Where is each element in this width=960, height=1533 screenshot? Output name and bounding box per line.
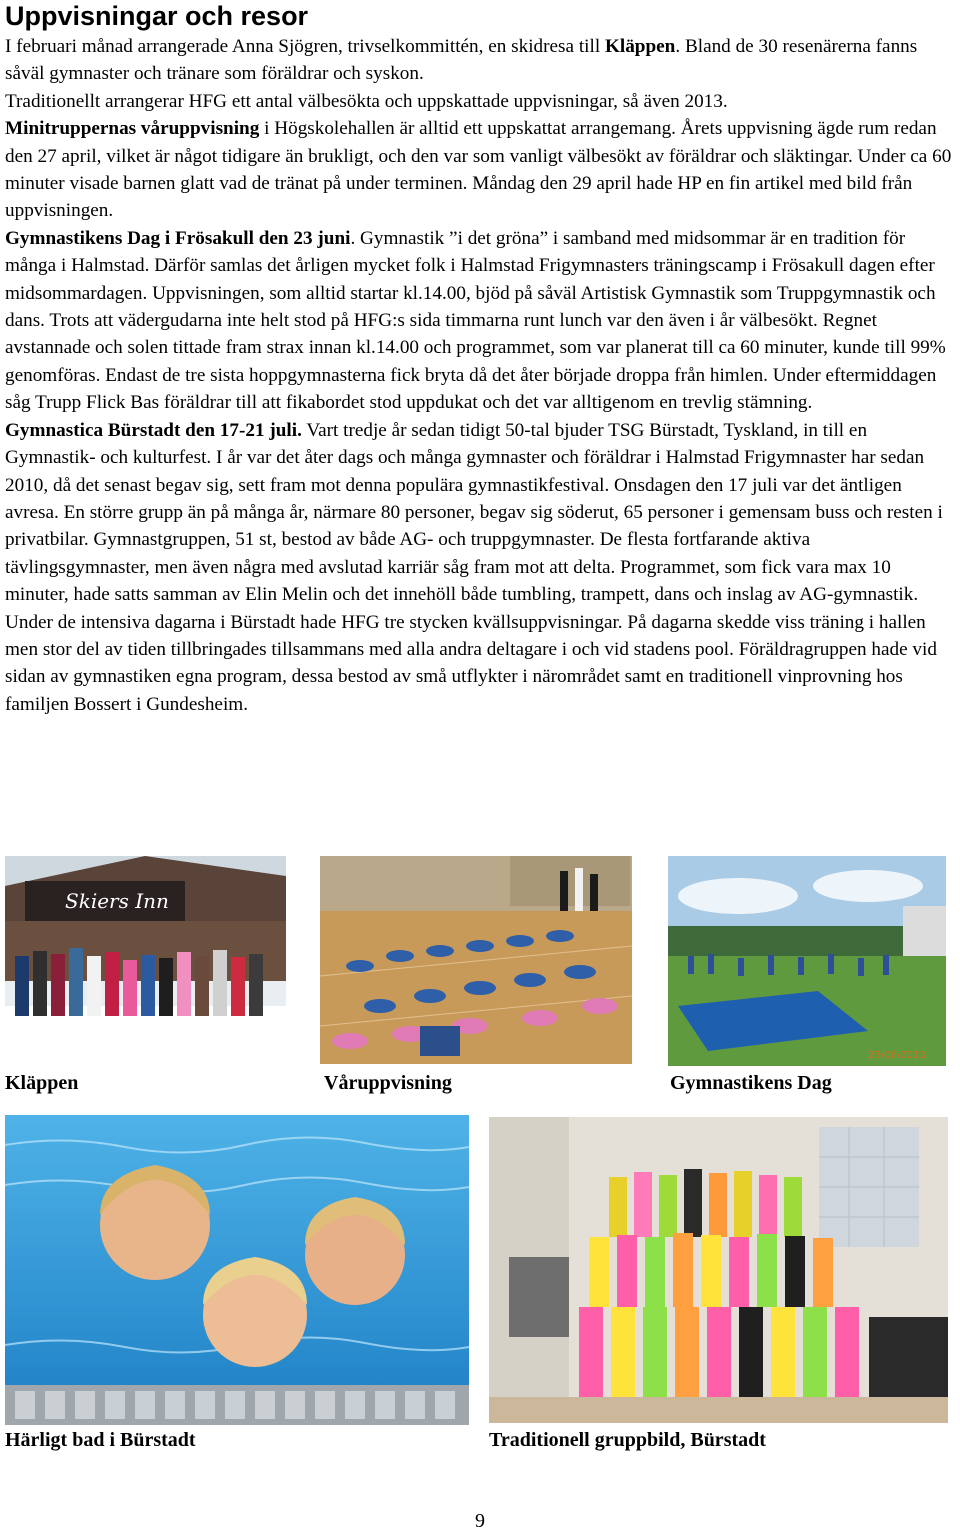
caption-gymnastikens-dag: Gymnastikens Dag xyxy=(670,1072,832,1094)
para-gymnastikens-dag: Gymnastikens Dag i Frösakull den 23 juni. Gymnastik ”i det gröna” i samband med midsommar är en tradition för många i Halmstad. Därför samlas det årligen mycket folk i Halmstad Frigymnasters träningscamp i Frösakull dagen efter midsommardagen. Uppvisningen, som alltid startar kl.14.00, bjöd på såväl Artistisk Gymnastik som Truppgymnastik och dans. Trots att vädergudarna inte helt stod på HFG:s sida timmarna runt lunch var den även i år välbesökt. Regnet avstannade och solen tittade fram strax innan kl.14.00 och programmet, som var planerat till ca 60 minuter, kunde till 99% genomföras. Endast de tre sista hoppgymnasterna fick bryta då det åter började droppa från himlen. Under eftermiddagen såg Trupp Flick Bas föräldrar till att fikabordet stod uppdukat och det var alltigenom en trevlig stämning. xyxy=(5,227,946,414)
caption-varuppvisning: Våruppvisning xyxy=(324,1072,452,1094)
photo-bad xyxy=(5,1115,469,1425)
photo-bad-image xyxy=(5,1115,469,1425)
para-traditions: Traditionellt arrangerar HFG ett antal välbesökta och uppskattade uppvisningar, så även 2013. xyxy=(5,90,728,112)
photo-gruppbild-image xyxy=(489,1117,948,1423)
para-gymnastica-burstadt: Gymnastica Bürstadt den 17-21 juli. Vart tredje år sedan tidigt 50-tal bjuder TSG Bürstadt, Tyskland, in till en Gymnastik- och kulturfest. I år var det åter dags och många gymnaster och föräldrar i Halmstad Frigymnaster har sedan 2010, då det senast begav sig, sett fram mot denna populära gymnastikfestival. Onsdagen den 17 juli var det äntligen avresa. En större grupp än på många år, närmare 80 personer, begav sig söderut, 65 personer i gemensam buss och resten i privatbilar. Gymnastgruppen, 51 st, bestod av både AG- och truppgymnaster. De flesta fortfarande aktiva tävlingsgymnaster, men även några med avslutad karriär såg fram mot att delta. Programmet, som fick vara max 10 minuter, hade satts samman av Elin Melin och det innehöll både tumbling, trampett, dans och inslag av AG-gymnastik. Under de intensiva dagarna i Bürstadt hade HFG tre stycken kvällsuppvisningar. På dagarna skedde viss träning i hallen men stor del av tiden tillbringades tillsammans med alla andra deltagare i och vid stadens pool. Föräldragruppen hade vid sidan av gymnastiken egna program, dessa bestod av små utflykter i närområdet samt en traditionell vinprovning hos familjen Bossert i Gundesheim. xyxy=(5,419,943,715)
page-number: 9 xyxy=(475,1510,485,1532)
klappen-sign: Skiers Inn xyxy=(65,889,169,913)
photo-gymnastikens-dag xyxy=(668,856,946,1066)
photo-varuppvisning xyxy=(320,856,632,1064)
caption-gruppbild: Traditionell gruppbild, Bürstadt xyxy=(489,1429,766,1451)
photo-varuppvisning-image xyxy=(320,856,632,1064)
caption-klappen: Kläppen xyxy=(5,1072,79,1094)
photo-gruppbild xyxy=(489,1117,948,1423)
para-varuppvisning: Minitruppernas våruppvisning i Högskolehallen är alltid ett uppskattat arrangemang. Årets uppvisning ägde rum redan den 27 april, vilket är något tidigare än brukligt, och den var som vanligt välbesökt av föräldrar och släktingar. Under ca 60 minuter visade barnen glatt vad de tränat på under terminen. Måndag den 29 april hade HP en fin artikel med bild från uppvisningen. xyxy=(5,118,952,222)
article-body xyxy=(5,33,957,718)
date-stamp: 23/06/2013 xyxy=(868,1050,926,1061)
photo-klappen-image xyxy=(5,856,286,1068)
photo-gymnastikens-dag-image xyxy=(668,856,946,1066)
page-title: Uppvisningar och resor xyxy=(5,1,309,31)
para-klappen: I februari månad arrangerade Anna Sjögren, trivselkommittén, en skidresa till Kläppen. Bland de 30 resenärerna fanns såväl gymnaster och tränare som föräldrar och syskon. xyxy=(5,36,918,85)
photo-klappen xyxy=(5,856,286,1068)
caption-bad: Härligt bad i Bürstadt xyxy=(5,1429,196,1451)
